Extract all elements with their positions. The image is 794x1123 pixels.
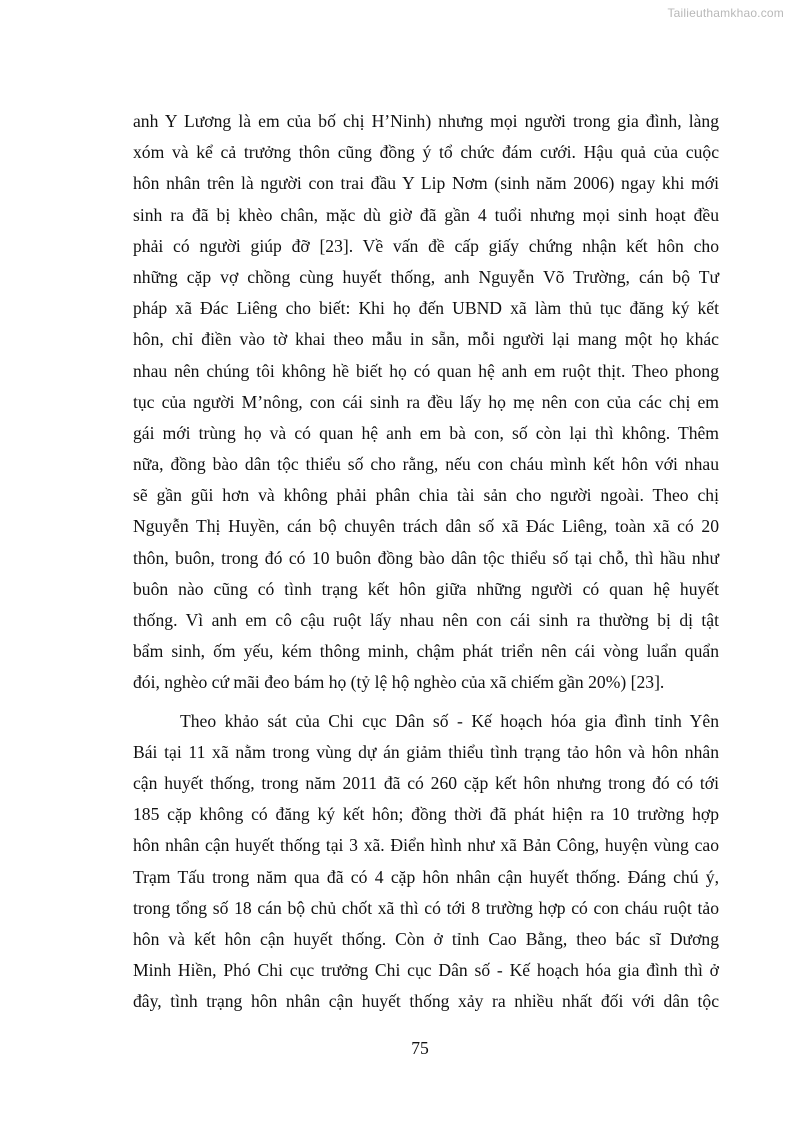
watermark: Tailieuthamkhao.com xyxy=(667,6,784,20)
text-line: hôn nhân trên là người con trai đầu Y Lip Nơm (sinh năm 2006) ngay khi mới xyxy=(133,173,719,194)
text-line: gái mới trùng họ và có quan hệ anh em bà con, số còn lại thì không. Thêm xyxy=(133,422,719,443)
text-line: trong tổng số 18 cán bộ chủ chốt xã thì có tới 8 trường hợp có con cháu ruột tảo xyxy=(133,897,719,918)
text-line: thôn, buôn, trong đó có 10 buôn đồng bào dân tộc thiểu số tại chỗ, thì hầu như xyxy=(133,547,719,568)
paragraph-2 xyxy=(133,706,719,1018)
text-line: thống. Vì anh em cô cậu ruột lấy nhau nên con cái sinh ra thường bị dị tật xyxy=(133,610,719,630)
text-line: Minh Hiền, Phó Chi cục trưởng Chi cục Dân số - Kế hoạch hóa gia đình thì ở xyxy=(133,960,719,981)
text-line: hôn, chỉ điền vào tờ khai theo mẫu in sẵn, mỗi người lại mang một họ khác xyxy=(133,329,719,350)
text-line: nhau nên chúng tôi không hề biết họ có quan hệ anh em ruột thịt. Theo phong xyxy=(133,360,719,381)
paragraph-gap xyxy=(133,699,719,706)
text-line: Bái tại 11 xã nằm trong vùng dự án giảm thiểu tình trạng tảo hôn và hôn nhân xyxy=(133,741,719,762)
text-line: bẩm sinh, ốm yếu, kém thông minh, chậm phát triển nên cái vòng luẩn quẩn xyxy=(133,641,719,662)
text-line: phải có người giúp đỡ [23]. Về vấn đề cấp giấy chứng nhận kết hôn cho xyxy=(133,235,719,256)
text-line: 185 cặp không có đăng ký kết hôn; đồng thời đã phát hiện ra 10 trường hợp xyxy=(133,804,719,825)
text-line: buôn nào cũng có tình trạng kết hôn giữa những người có quan hệ huyết xyxy=(133,578,719,599)
paragraph-1 xyxy=(133,106,719,699)
text-line: Nguyễn Thị Huyền, cán bộ chuyên trách dân số xã Đác Liêng, toàn xã có 20 xyxy=(133,516,719,537)
text-line: nữa, đồng bào dân tộc thiểu số cho rằng, nếu con cháu mình kết hôn với nhau xyxy=(133,454,719,475)
text-line: sẽ gần gũi hơn và không phải phân chia tài sản cho người ngoài. Theo chị xyxy=(133,485,719,506)
text-line: xóm và kể cả trưởng thôn cũng đồng ý tổ chức đám cưới. Hậu quả của cuộc xyxy=(133,142,719,163)
page-number: 75 xyxy=(411,1038,429,1058)
text-line: đây, tình trạng hôn nhân cận huyết thống xảy ra nhiều nhất đối với dân tộc xyxy=(133,991,719,1012)
text-line: hôn và kết hôn cận huyết thống. Còn ở tỉnh Cao Bằng, theo bác sĩ Dương xyxy=(133,928,719,949)
text-line: đói, nghèo cứ mãi đeo bám họ (tỷ lệ hộ nghèo của xã chiếm gần 20%) [23]. xyxy=(133,672,665,693)
text-line: pháp xã Đác Liêng cho biết: Khi họ đến UBND xã làm thủ tục đăng ký kết xyxy=(133,298,719,319)
text-line: sinh ra đã bị khèo chân, mặc dù giờ đã gần 4 tuổi nhưng mọi sinh hoạt đều xyxy=(133,204,719,225)
text-line: anh Y Lương là em của bố chị H’Ninh) nhưng mọi người trong gia đình, làng xyxy=(133,111,719,131)
text-line: tục của người M’nông, con cái sinh ra đều lấy họ mẹ nên con của các chị em xyxy=(133,391,719,412)
text-line: Theo khảo sát của Chi cục Dân số - Kế hoạch hóa gia đình tỉnh Yên xyxy=(180,710,719,731)
text-line: cận huyết thống, trong năm 2011 đã có 260 cặp kết hôn nhưng trong đó có tới xyxy=(133,772,719,793)
page-body xyxy=(133,106,719,1017)
text-line: hôn nhân cận huyết thống tại 3 xã. Điển hình như xã Bản Công, huyện vùng cao xyxy=(133,835,719,856)
text-line: Trạm Tấu trong năm qua đã có 4 cặp hôn nhân cận huyết thống. Đáng chú ý, xyxy=(133,866,719,887)
text-line: những cặp vợ chồng cùng huyết thống, anh Nguyễn Võ Trường, cán bộ Tư xyxy=(133,266,719,287)
